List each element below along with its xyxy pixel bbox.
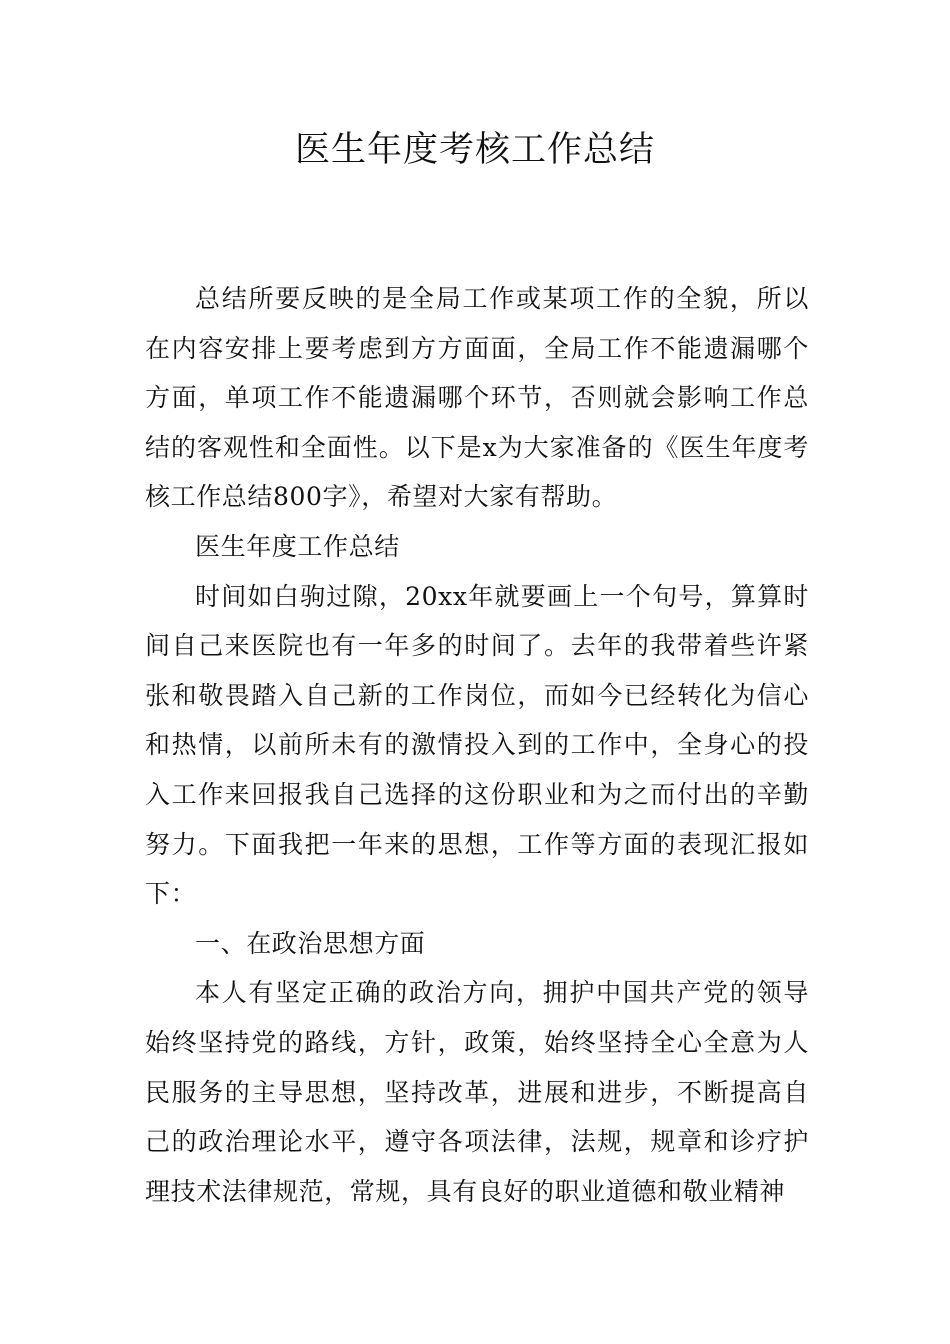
body-paragraph: 本人有坚定正确的政治方向，拥护中国共产党的领导始终坚持党的路线，方针，政策，始终坚持全心全意为人民服务的主导思想，坚持改革，进展和进步，不断提高自己的政治理论水平，遵守各项法律，法规，规章和诊疗护理技术法律规范，常规，具有良好的职业道德和敬业精神	[145, 978, 809, 1206]
intro-paragraph: 总结所要反映的是全局工作或某项工作的全貌，所以在内容安排上要考虑到方方面面，全局工作不能遗漏哪个方面，单项工作不能遗漏哪个环节，否则就会影响工作总结的客观性和全面性。以下是x为大家准备的《医生年度考核工作总结800字》，希望对大家有帮助。	[145, 284, 809, 512]
document-title: 医生年度考核工作总结	[294, 130, 655, 170]
document-body	[145, 274, 809, 1216]
section-heading: 医生年度工作总结	[195, 531, 400, 561]
body-paragraph: 时间如白驹过隙，20xx年就要画上一个句号，算算时间自己来医院也有一年多的时间了。去年的我带着些许紧张和敬畏踏入自己新的工作岗位，而如今已经转化为信心和热情，以前所未有的激情投入到的工作中，全身心的投入工作来回报我自己选择的这份职业和为之而付出的辛勤努力。下面我把一年来的思想，工作等方面的表现汇报如下：	[145, 581, 809, 909]
section-heading: 一、在政治思想方面	[195, 928, 426, 958]
